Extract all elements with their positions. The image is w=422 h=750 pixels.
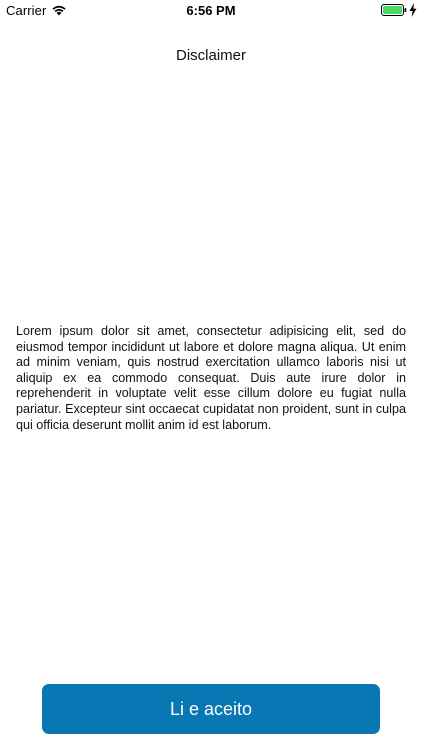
clock-time: 6:56 PM — [186, 3, 236, 18]
disclaimer-text: Lorem ipsum dolor sit amet, consectetur adipisicing elit, sed do eiusmod tempor incididunt ut labore et dolore magna aliqua. Ut enim ad minim veniam, quis nostrud exercitation ullamco laboris nisi ut aliquip ex ea commodo consequat. Duis aute irure dolor in reprehenderit in voluptate velit esse cillum dolore eu fugiat nulla pariatur. Excepteur sint occaecat cupidatat non proident, sunt in culpa qui officia deserunt mollit anim id est laborum. — [16, 324, 406, 432]
battery-icon — [381, 4, 407, 16]
status-bar — [0, 0, 422, 22]
accept-button[interactable]: Li e aceito — [42, 684, 380, 734]
page-title: Disclaimer — [175, 47, 246, 64]
carrier-label: Carrier — [6, 3, 47, 18]
charging-bolt-icon — [409, 3, 417, 17]
